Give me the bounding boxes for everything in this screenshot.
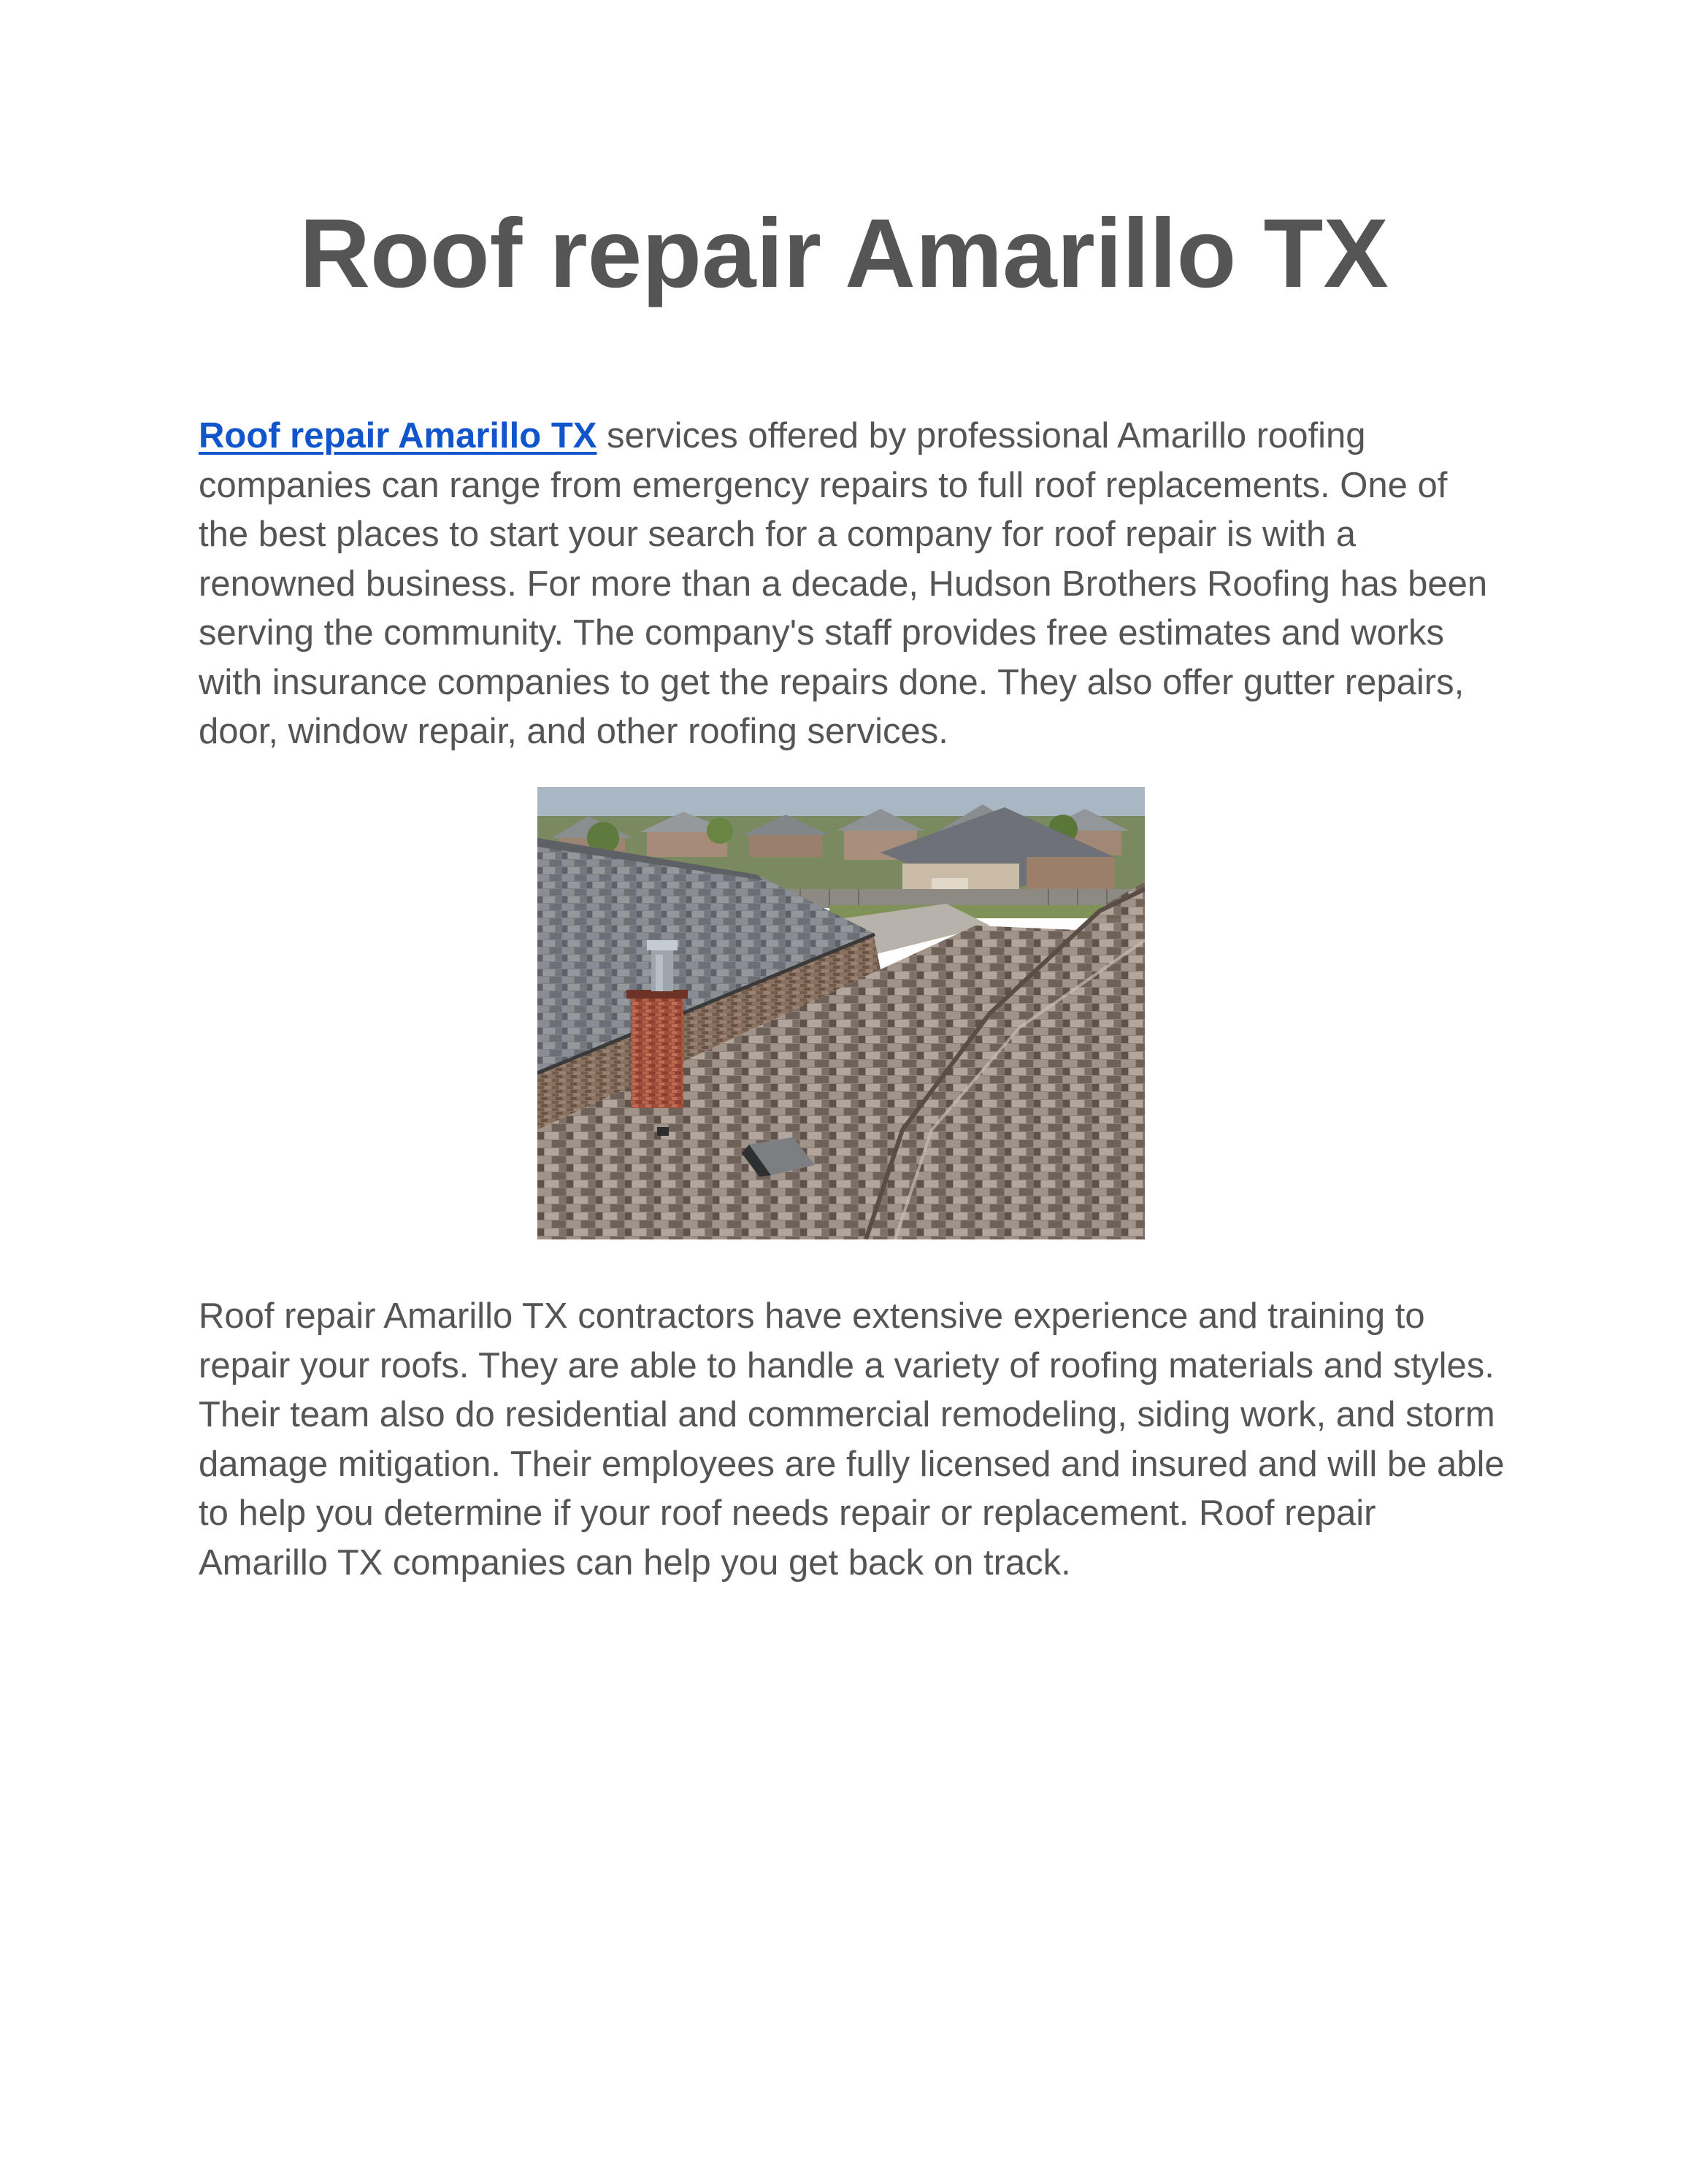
roof-photo (537, 787, 1145, 1239)
intro-paragraph-text: services offered by professional Amarillo roofing companies can range from emergency repairs to full roof replacements. One of the best places to start your search for a company for roof repair is with a renowned business. For more than a decade, Hudson Brothers Roofing has been serving the community. The company's staff provides free estimates and works with insurance companies to get the repairs done. They also offer gutter repairs, door, window repair, and other roofing services. (199, 416, 1488, 751)
page-title: Roof repair Amarillo TX (299, 199, 1389, 308)
roof-repair-link[interactable]: Roof repair Amarillo TX (199, 416, 597, 455)
second-paragraph: Roof repair Amarillo TX contractors have extensive experience and training to repair your roofs. They are able to handle a variety of roofing materials and styles. Their team also do residential and commercial remodeling, siding work, and storm damage mitigation. Their employees are fully licensed and insured and will be able to help you determine if your roof needs repair or replacement. Roof repair Amarillo TX companies can help you get back on track. (199, 1296, 1505, 1583)
roof-photo-illustration (537, 787, 1145, 1239)
intro-paragraph (199, 412, 1505, 757)
